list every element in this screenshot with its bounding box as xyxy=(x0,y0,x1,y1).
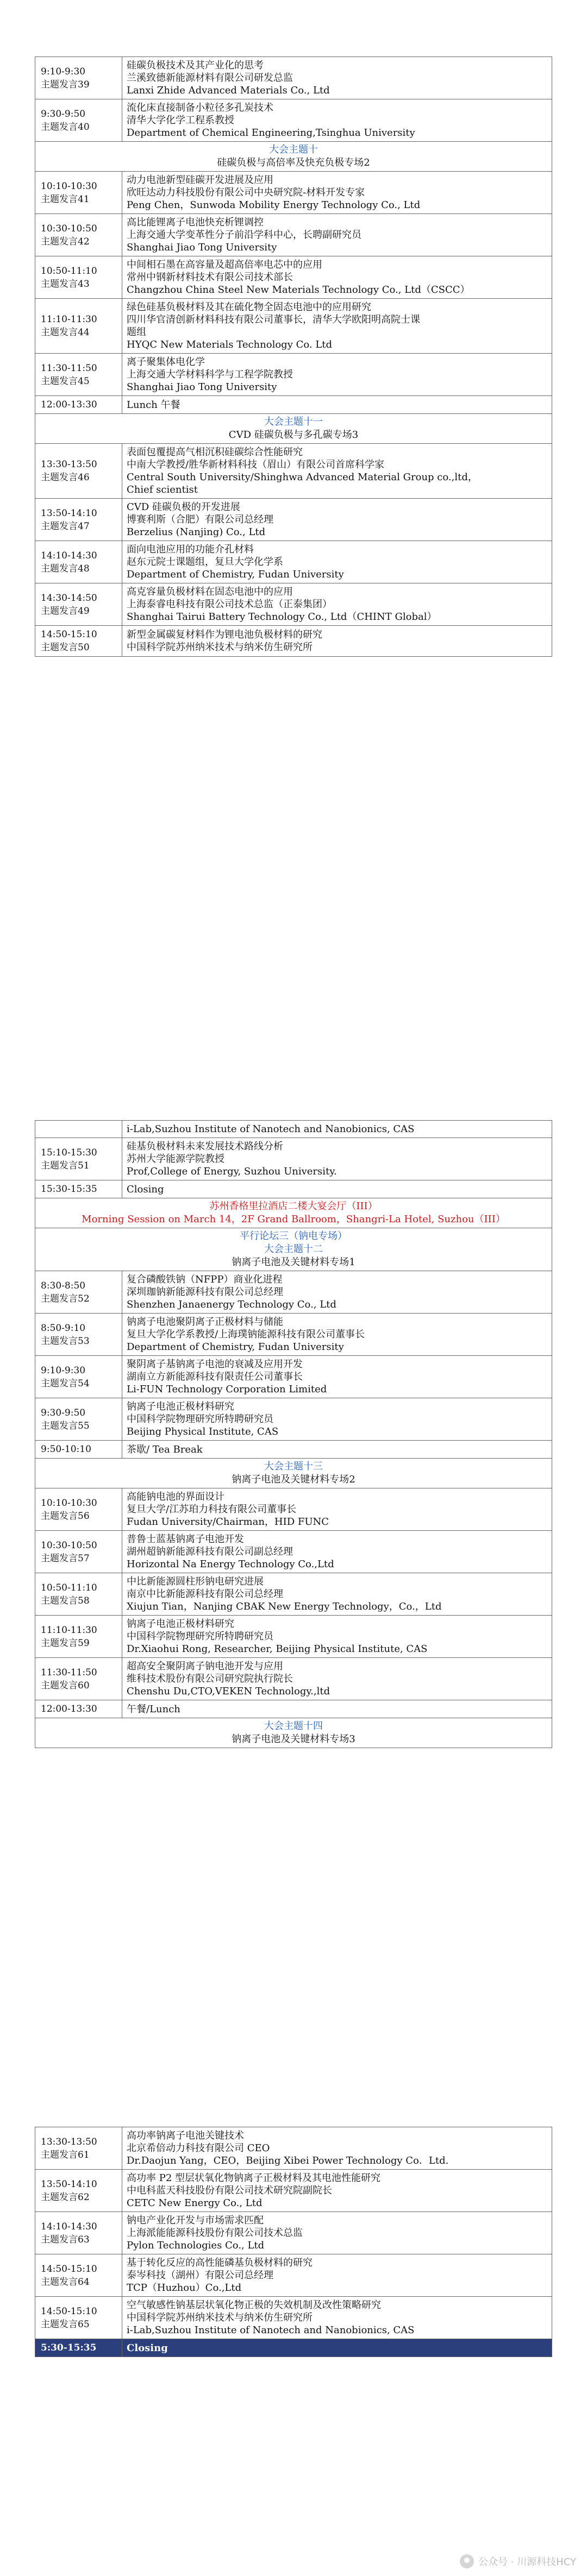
agenda-row-session xyxy=(35,499,552,541)
theme-title: 硅碳负极与高倍率及快充负极专场2 xyxy=(217,157,370,168)
agenda-row-session xyxy=(35,1138,552,1180)
session-line: 硅基负极材料未来发展技术路线分析 xyxy=(127,1141,283,1152)
session-line: Shanghai Tairui Battery Technology Co., Ltd（CHINT Global） xyxy=(127,611,437,623)
agenda-row-header xyxy=(35,142,552,172)
theme-header xyxy=(35,1459,552,1488)
agenda-row-session xyxy=(35,2254,552,2297)
time-range: 14:10-14:30 xyxy=(41,550,97,561)
session-line: 中国科学院苏州纳米技术与纳米仿生研究所 xyxy=(127,2312,313,2323)
session-content xyxy=(122,1314,552,1356)
time-cell xyxy=(35,1531,122,1573)
session-line: Changzhou China Steel New Materials Technology Co., Ltd（CSCC） xyxy=(127,284,470,296)
session-line: 空气敏感性钠基层状氧化物正极的失效机制及改性策略研究 xyxy=(127,2299,381,2311)
session-content: Lunch 午餐 xyxy=(122,396,552,414)
session-content xyxy=(122,2170,552,2212)
session-line: Prof,College of Energy, Suzhou University. xyxy=(127,1166,337,1177)
time-range: 10:10-10:30 xyxy=(41,180,97,192)
session-content xyxy=(122,1271,552,1314)
time-range: 14:30-14:50 xyxy=(41,592,97,604)
time-cell xyxy=(35,1488,122,1531)
time-cell xyxy=(35,1356,122,1398)
session-content: Closing xyxy=(122,1180,552,1198)
theme-number: 大会主题十二 xyxy=(264,1243,323,1255)
session-content xyxy=(122,299,552,354)
agenda-row-session xyxy=(35,1488,552,1531)
session-line: Peng Chen，Sunwoda Mobility Energy Technology Co., Ltd xyxy=(127,199,421,211)
agenda-row-header2 xyxy=(35,1228,552,1271)
time-cell xyxy=(35,2127,122,2170)
session-line: 钠离子电池正极材料研究 xyxy=(127,1401,234,1412)
session-line: 面向电池应用的功能介孔材料 xyxy=(127,544,254,555)
speaker-number: 主题发言48 xyxy=(41,563,90,574)
time-cell xyxy=(35,1398,122,1441)
speaker-number: 主题发言51 xyxy=(41,1160,90,1171)
session-line: 上海交通大学变革性分子前沿学科中心，长聘副研究员 xyxy=(127,229,361,241)
speaker-number: 主题发言47 xyxy=(41,520,90,532)
agenda-row-session xyxy=(35,1573,552,1616)
speaker-number: 主题发言43 xyxy=(41,278,90,290)
time-cell: 15:30-15:35 xyxy=(35,1180,122,1198)
time-cell xyxy=(35,499,122,541)
session-line: 四川华官清创新材料科技有限公司董事长，清华大学欧阳明高院士课 xyxy=(127,314,420,325)
time-cell xyxy=(35,2254,122,2297)
wechat-icon xyxy=(460,2554,474,2568)
time-cell: 5:30-15:35 xyxy=(35,2339,122,2357)
agenda-row-simple xyxy=(35,396,552,414)
session-line: 上海交通大学材料科学与工程学院教授 xyxy=(127,369,293,380)
time-cell: 12:00-13:30 xyxy=(35,1700,122,1718)
theme-number: 大会主题十一 xyxy=(264,416,323,428)
session-content xyxy=(122,214,552,256)
time-range: 9:30-9:50 xyxy=(41,1407,86,1418)
session-line: 泰岑科技（湖州）有限公司总经理 xyxy=(127,2270,273,2281)
session-content: Closing xyxy=(122,2339,552,2357)
agenda-row-session xyxy=(35,354,552,396)
session-content xyxy=(122,1658,552,1700)
session-content xyxy=(122,2127,552,2170)
session-line: 湖州超钠新能源科技有限公司副总经理 xyxy=(127,1546,293,1557)
session-line: TCP（Huzhou）Co.,Ltd xyxy=(127,2282,242,2294)
speaker-number: 主题发言60 xyxy=(41,1680,90,1691)
watermark-text: 公众号 · 川源科技HCY xyxy=(478,2556,576,2568)
session-line: 赵东元院士课题组，复旦大学化学系 xyxy=(127,556,283,568)
time-range: 11:30-11:50 xyxy=(41,362,97,374)
session-content xyxy=(122,1356,552,1398)
session-line: 中间相石墨在高容量及超高倍率电芯中的应用 xyxy=(127,259,322,271)
session-line: 题组 xyxy=(127,326,146,338)
speaker-number: 主题发言41 xyxy=(41,193,90,205)
session-line: 北京希倍动力科技有限公司 CEO xyxy=(127,2143,270,2154)
time-range: 10:50-11:10 xyxy=(41,1582,97,1593)
speaker-number: 主题发言50 xyxy=(41,642,90,653)
time-range: 11:10-11:30 xyxy=(41,314,97,325)
time-range: 9:10-9:30 xyxy=(41,66,86,77)
session-content xyxy=(122,1138,552,1180)
time-cell: 12:00-13:30 xyxy=(35,396,122,414)
time-cell xyxy=(35,1138,122,1180)
speaker-number: 主题发言55 xyxy=(41,1420,90,1431)
theme-header xyxy=(35,1718,552,1748)
session-line: Fudan University/Chairman，HID FUNC xyxy=(127,1516,329,1528)
session-line: Lanxi Zhide Advanced Materials Co., Ltd xyxy=(127,85,330,96)
theme-title: 钠离子电池及关键材料专场1 xyxy=(232,1256,355,1268)
forum-header xyxy=(35,1228,552,1271)
speaker-number: 主题发言49 xyxy=(41,605,90,617)
speaker-number: 主题发言44 xyxy=(41,327,90,338)
agenda-row-session xyxy=(35,299,552,354)
agenda-row-session xyxy=(35,2212,552,2254)
agenda-row-session xyxy=(35,444,552,499)
session-content xyxy=(122,57,552,99)
time-range: 14:50-15:10 xyxy=(41,629,97,640)
time-cell xyxy=(35,354,122,396)
session-line: 欣旺达动力科技股份有限公司中央研究院-材料开发专家 xyxy=(127,187,365,198)
session-line: Shanghai Jiao Tong University xyxy=(127,381,277,393)
speaker-number: 主题发言62 xyxy=(41,2191,90,2203)
theme-number: 大会主题十三 xyxy=(264,1461,323,1472)
agenda-row-session xyxy=(35,1271,552,1314)
session-line: 上海派能能源科技股份有限公司技术总监 xyxy=(127,2227,303,2239)
time-cell xyxy=(35,444,122,499)
session-content xyxy=(122,1398,552,1441)
theme-title: CVD 硅碳负极与多孔碳专场3 xyxy=(228,429,359,441)
session-line: 钠离子电池聚阴离子正极材料与储能 xyxy=(127,1316,283,1328)
session-line: 表面包覆提高气相沉积硅碳综合性能研究 xyxy=(127,447,303,458)
session-line: Chief scientist xyxy=(127,484,198,495)
agenda-row-session xyxy=(35,1398,552,1441)
speaker-number: 主题发言45 xyxy=(41,375,90,387)
session-line: 聚阴离子基钠离子电池的衰减及应用开发 xyxy=(127,1359,303,1370)
session-line: 南京中比新能源科技有限公司总经理 xyxy=(127,1588,283,1600)
agenda-row-closing xyxy=(35,2339,552,2357)
session-content xyxy=(122,1573,552,1616)
session-line: 博赛利斯（合肥）有限公司总经理 xyxy=(127,514,273,525)
agenda-table-2 xyxy=(35,1120,552,1748)
session-content: i-Lab,Suzhou Institute of Nanotech and Nanobionics, CAS xyxy=(122,1121,552,1138)
time-range: 15:10-15:30 xyxy=(41,1147,97,1158)
time-cell xyxy=(35,1314,122,1356)
session-content xyxy=(122,583,552,626)
agenda-row-session xyxy=(35,1616,552,1658)
session-line: 离子聚集体电化学 xyxy=(127,356,205,368)
session-content xyxy=(122,541,552,583)
session-content xyxy=(122,354,552,396)
time-cell xyxy=(35,172,122,214)
time-cell xyxy=(35,626,122,657)
theme-header xyxy=(35,142,552,172)
agenda-row-simple xyxy=(35,1121,552,1138)
agenda-row-session xyxy=(35,1658,552,1700)
time-cell xyxy=(35,583,122,626)
session-line: Xiujun Tian，Nanjing CBAK New Energy Technology，Co.，Ltd xyxy=(127,1601,442,1612)
venue-line: 苏州香格里拉酒店二楼大宴会厅（III） xyxy=(209,1201,378,1212)
time-range: 13:30-13:50 xyxy=(41,459,97,470)
agenda-row-session xyxy=(35,1531,552,1573)
session-content xyxy=(122,2297,552,2339)
session-content xyxy=(122,499,552,541)
forum-name: 平行论坛三（钠电专场） xyxy=(240,1230,347,1242)
session-line: 高能钠电池的界面设计 xyxy=(127,1491,224,1503)
session-line: 钠离子电池正极材料研究 xyxy=(127,1618,234,1630)
time-cell xyxy=(35,214,122,256)
speaker-number: 主题发言61 xyxy=(41,2149,90,2160)
agenda-row-session xyxy=(35,2127,552,2170)
time-cell xyxy=(35,1121,122,1138)
agenda-row-session xyxy=(35,2297,552,2339)
session-content: 茶歇/ Tea Break xyxy=(122,1441,552,1459)
session-line: 高功率 P2 型层状氧化物钠离子正极材料及其电池性能研究 xyxy=(127,2172,381,2184)
agenda-row-venue xyxy=(35,1198,552,1228)
agenda-row-header xyxy=(35,1459,552,1488)
session-content xyxy=(122,172,552,214)
session-line: 维科技术股份有限公司研究院执行院长 xyxy=(127,1673,293,1685)
session-line: 苏州大学能源学院教授 xyxy=(127,1153,224,1165)
agenda-page-1 xyxy=(35,56,552,657)
session-line: 复旦大学化学系教授/上海璞钠能源科技有限公司董事长 xyxy=(127,1329,365,1340)
session-line: Dr.Daojun Yang，CEO，Beijing Xibei Power Technology Co．Ltd. xyxy=(127,2155,449,2166)
session-line: CVD 硅碳负极的开发进展 xyxy=(127,501,240,513)
time-cell: 9:50-10:10 xyxy=(35,1441,122,1459)
agenda-row-session xyxy=(35,541,552,583)
session-content xyxy=(122,626,552,657)
session-content xyxy=(122,2254,552,2297)
time-cell xyxy=(35,2297,122,2339)
speaker-number: 主题发言63 xyxy=(41,2234,90,2245)
session-line: 中国科学院物理研究所特聘研究员 xyxy=(127,1413,273,1425)
agenda-row-session xyxy=(35,57,552,99)
session-line: Li-FUN Technology Corporation Limited xyxy=(127,1384,327,1395)
agenda-page-3 xyxy=(35,2127,552,2357)
time-range: 10:30-10:50 xyxy=(41,223,97,234)
session-line: 高功率钠离子电池关键技术 xyxy=(127,2130,244,2141)
speaker-number: 主题发言46 xyxy=(41,472,90,483)
session-content xyxy=(122,1616,552,1658)
session-line: 复合磷酸铁钠（NFPP）商业化进程 xyxy=(127,1274,283,1285)
session-line: 复旦大学/江苏珀力科技有限公司董事长 xyxy=(127,1504,297,1515)
watermark xyxy=(460,2554,576,2568)
theme-title: 钠离子电池及关键材料专场2 xyxy=(232,1474,355,1485)
time-cell xyxy=(35,1271,122,1314)
speaker-number: 主题发言57 xyxy=(41,1553,90,1564)
session-line: 常州中钢新材料技术有限公司技术部长 xyxy=(127,272,293,283)
session-line: 高比能锂离子电池快充析锂调控 xyxy=(127,217,264,228)
session-line: 硅碳负极技术及其产业化的思考 xyxy=(127,60,264,71)
agenda-row-simple xyxy=(35,1700,552,1718)
time-cell xyxy=(35,1658,122,1700)
speaker-number: 主题发言52 xyxy=(41,1293,90,1304)
session-line: 中电科蓝天科技股份有限公司技术研究院副院长 xyxy=(127,2185,332,2196)
speaker-number: 主题发言59 xyxy=(41,1637,90,1649)
session-line: 超高安全聚阴离子钠电池开发与应用 xyxy=(127,1661,283,1672)
time-cell xyxy=(35,299,122,354)
agenda-row-session xyxy=(35,1314,552,1356)
venue-line: Morning Session on March 14，2F Grand Ballroom，Shangri-La Hotel, Suzhou（III） xyxy=(82,1214,505,1225)
session-line: Central South University/Shinghwa Advanced Material Group co.,ltd， xyxy=(127,472,478,483)
time-range: 13:50-14:10 xyxy=(41,2178,97,2190)
time-range: 14:50-15:10 xyxy=(41,2263,97,2275)
time-range: 10:10-10:30 xyxy=(41,1497,97,1509)
session-line: Chenshu Du,CTO,VEKEN Technology.,ltd xyxy=(127,1686,330,1697)
speaker-number: 主题发言39 xyxy=(41,79,90,90)
session-line: HYQC New Materials Technology Co. Ltd xyxy=(127,339,333,350)
agenda-table-3 xyxy=(35,2127,552,2357)
session-line: Pylon Technologies Co., Ltd xyxy=(127,2240,265,2251)
session-line: 新型金属碳复材料作为锂电池负极材料的研究 xyxy=(127,629,322,640)
time-range: 14:10-14:30 xyxy=(41,2221,97,2232)
speaker-number: 主题发言53 xyxy=(41,1335,90,1347)
session-line: 基于转化反应的高性能磷基负极材料的研究 xyxy=(127,2257,313,2269)
time-cell xyxy=(35,99,122,142)
session-line: 流化床直接制备小粒径多孔炭技术 xyxy=(127,102,273,114)
time-range: 8:30-8:50 xyxy=(41,1280,86,1291)
speaker-number: 主题发言56 xyxy=(41,1510,90,1522)
session-line: 中比新能源圆柱形钠电研究进展 xyxy=(127,1576,264,1587)
time-range: 9:10-9:30 xyxy=(41,1365,86,1376)
session-line: 兰溪致德新能源材料有限公司研发总监 xyxy=(127,72,293,84)
session-line: Horizontal Na Energy Technology Co.,Ltd xyxy=(127,1559,334,1570)
session-content xyxy=(122,1531,552,1573)
session-line: 绿色硅基负极材料及其在硫化物全固态电池中的应用研究 xyxy=(127,301,371,313)
time-cell xyxy=(35,1573,122,1616)
time-range: 9:30-9:50 xyxy=(41,108,86,120)
time-range: 14:50-15:10 xyxy=(41,2305,97,2317)
time-range: 13:50-14:10 xyxy=(41,507,97,519)
session-line: Department of Chemistry, Fudan University xyxy=(127,569,344,580)
session-line: 深圳珈钠新能源科技有限公司总经理 xyxy=(127,1286,283,1298)
agenda-row-session xyxy=(35,99,552,142)
time-range: 10:50-11:10 xyxy=(41,265,97,277)
session-content xyxy=(122,444,552,499)
session-content: 午餐/Lunch xyxy=(122,1700,552,1718)
time-cell xyxy=(35,2170,122,2212)
agenda-row-session xyxy=(35,172,552,214)
session-line: Shanghai Jiao Tong University xyxy=(127,242,277,253)
time-range: 8:50-9:10 xyxy=(41,1322,86,1334)
session-line: CETC New Energy Co., Ltd xyxy=(127,2197,263,2209)
session-line: Dr.Xiaohui Rong, Researcher, Beijing Physical Institute, CAS xyxy=(127,1643,428,1655)
session-line: i-Lab,Suzhou Institute of Nanotech and Nanobionics, CAS xyxy=(127,2324,415,2336)
session-line: 中国科学院苏州纳米技术与纳米仿生研究所 xyxy=(127,642,313,653)
agenda-row-simple xyxy=(35,1180,552,1198)
theme-number: 大会主题十四 xyxy=(264,1720,323,1732)
agenda-row-session xyxy=(35,1356,552,1398)
agenda-row-session xyxy=(35,2170,552,2212)
speaker-number: 主题发言58 xyxy=(41,1595,90,1606)
session-content xyxy=(122,2212,552,2254)
session-line: 钠电产业化开发与市场需求匹配 xyxy=(127,2215,264,2226)
session-line: 湖南立方新能源科技有限责任公司董事长 xyxy=(127,1371,303,1383)
theme-number: 大会主题十 xyxy=(269,144,318,155)
session-content xyxy=(122,256,552,299)
speaker-number: 主题发言54 xyxy=(41,1378,90,1389)
session-line: 高克容量负极材料在固态电池中的应用 xyxy=(127,586,293,598)
agenda-row-simple xyxy=(35,1441,552,1459)
session-content xyxy=(122,1488,552,1531)
session-line: Department of Chemistry, Fudan University xyxy=(127,1341,344,1353)
session-line: Department of Chemical Engineering,Tsinghua University xyxy=(127,127,415,139)
session-line: Berzelius (Nanjing) Co., Ltd xyxy=(127,526,266,538)
time-range: 11:30-11:50 xyxy=(41,1667,97,1678)
time-cell xyxy=(35,2212,122,2254)
session-line: Shenzhen Janaenergy Technology Co., Ltd xyxy=(127,1299,336,1310)
speaker-number: 主题发言65 xyxy=(41,2319,90,2330)
speaker-number: 主题发言64 xyxy=(41,2276,90,2288)
venue-header xyxy=(35,1198,552,1228)
speaker-number: 主题发言40 xyxy=(41,121,90,133)
agenda-row-header xyxy=(35,1718,552,1748)
time-cell xyxy=(35,1616,122,1658)
theme-title: 钠离子电池及关键材料专场3 xyxy=(232,1733,355,1745)
agenda-page-2 xyxy=(35,1120,552,1748)
agenda-row-session xyxy=(35,214,552,256)
time-cell xyxy=(35,256,122,299)
theme-header xyxy=(35,414,552,444)
session-line: 上海泰睿电科技有限公司技术总监（正泰集团） xyxy=(127,599,332,610)
agenda-row-session xyxy=(35,256,552,299)
time-cell xyxy=(35,57,122,99)
session-line: 普鲁士蓝基钠离子电池开发 xyxy=(127,1534,244,1545)
session-line: 中国科学院物理研究所特聘研究员 xyxy=(127,1631,273,1642)
agenda-row-header xyxy=(35,414,552,444)
time-range: 10:30-10:50 xyxy=(41,1540,97,1551)
session-line: Beijing Physical Institute, CAS xyxy=(127,1426,279,1437)
session-line: 中南大学教授/胜华新材料科技（眉山）有限公司首席科学家 xyxy=(127,459,385,470)
agenda-table-1 xyxy=(35,56,552,657)
session-line: 动力电池新型硅碳开发进展及应用 xyxy=(127,174,273,186)
time-range: 13:30-13:50 xyxy=(41,2136,97,2147)
time-cell xyxy=(35,541,122,583)
session-line: 清华大学化学工程系教授 xyxy=(127,115,234,126)
agenda-row-session xyxy=(35,626,552,657)
time-range: 11:10-11:30 xyxy=(41,1624,97,1636)
agenda-row-session xyxy=(35,583,552,626)
speaker-number: 主题发言42 xyxy=(41,236,90,247)
session-content xyxy=(122,99,552,142)
